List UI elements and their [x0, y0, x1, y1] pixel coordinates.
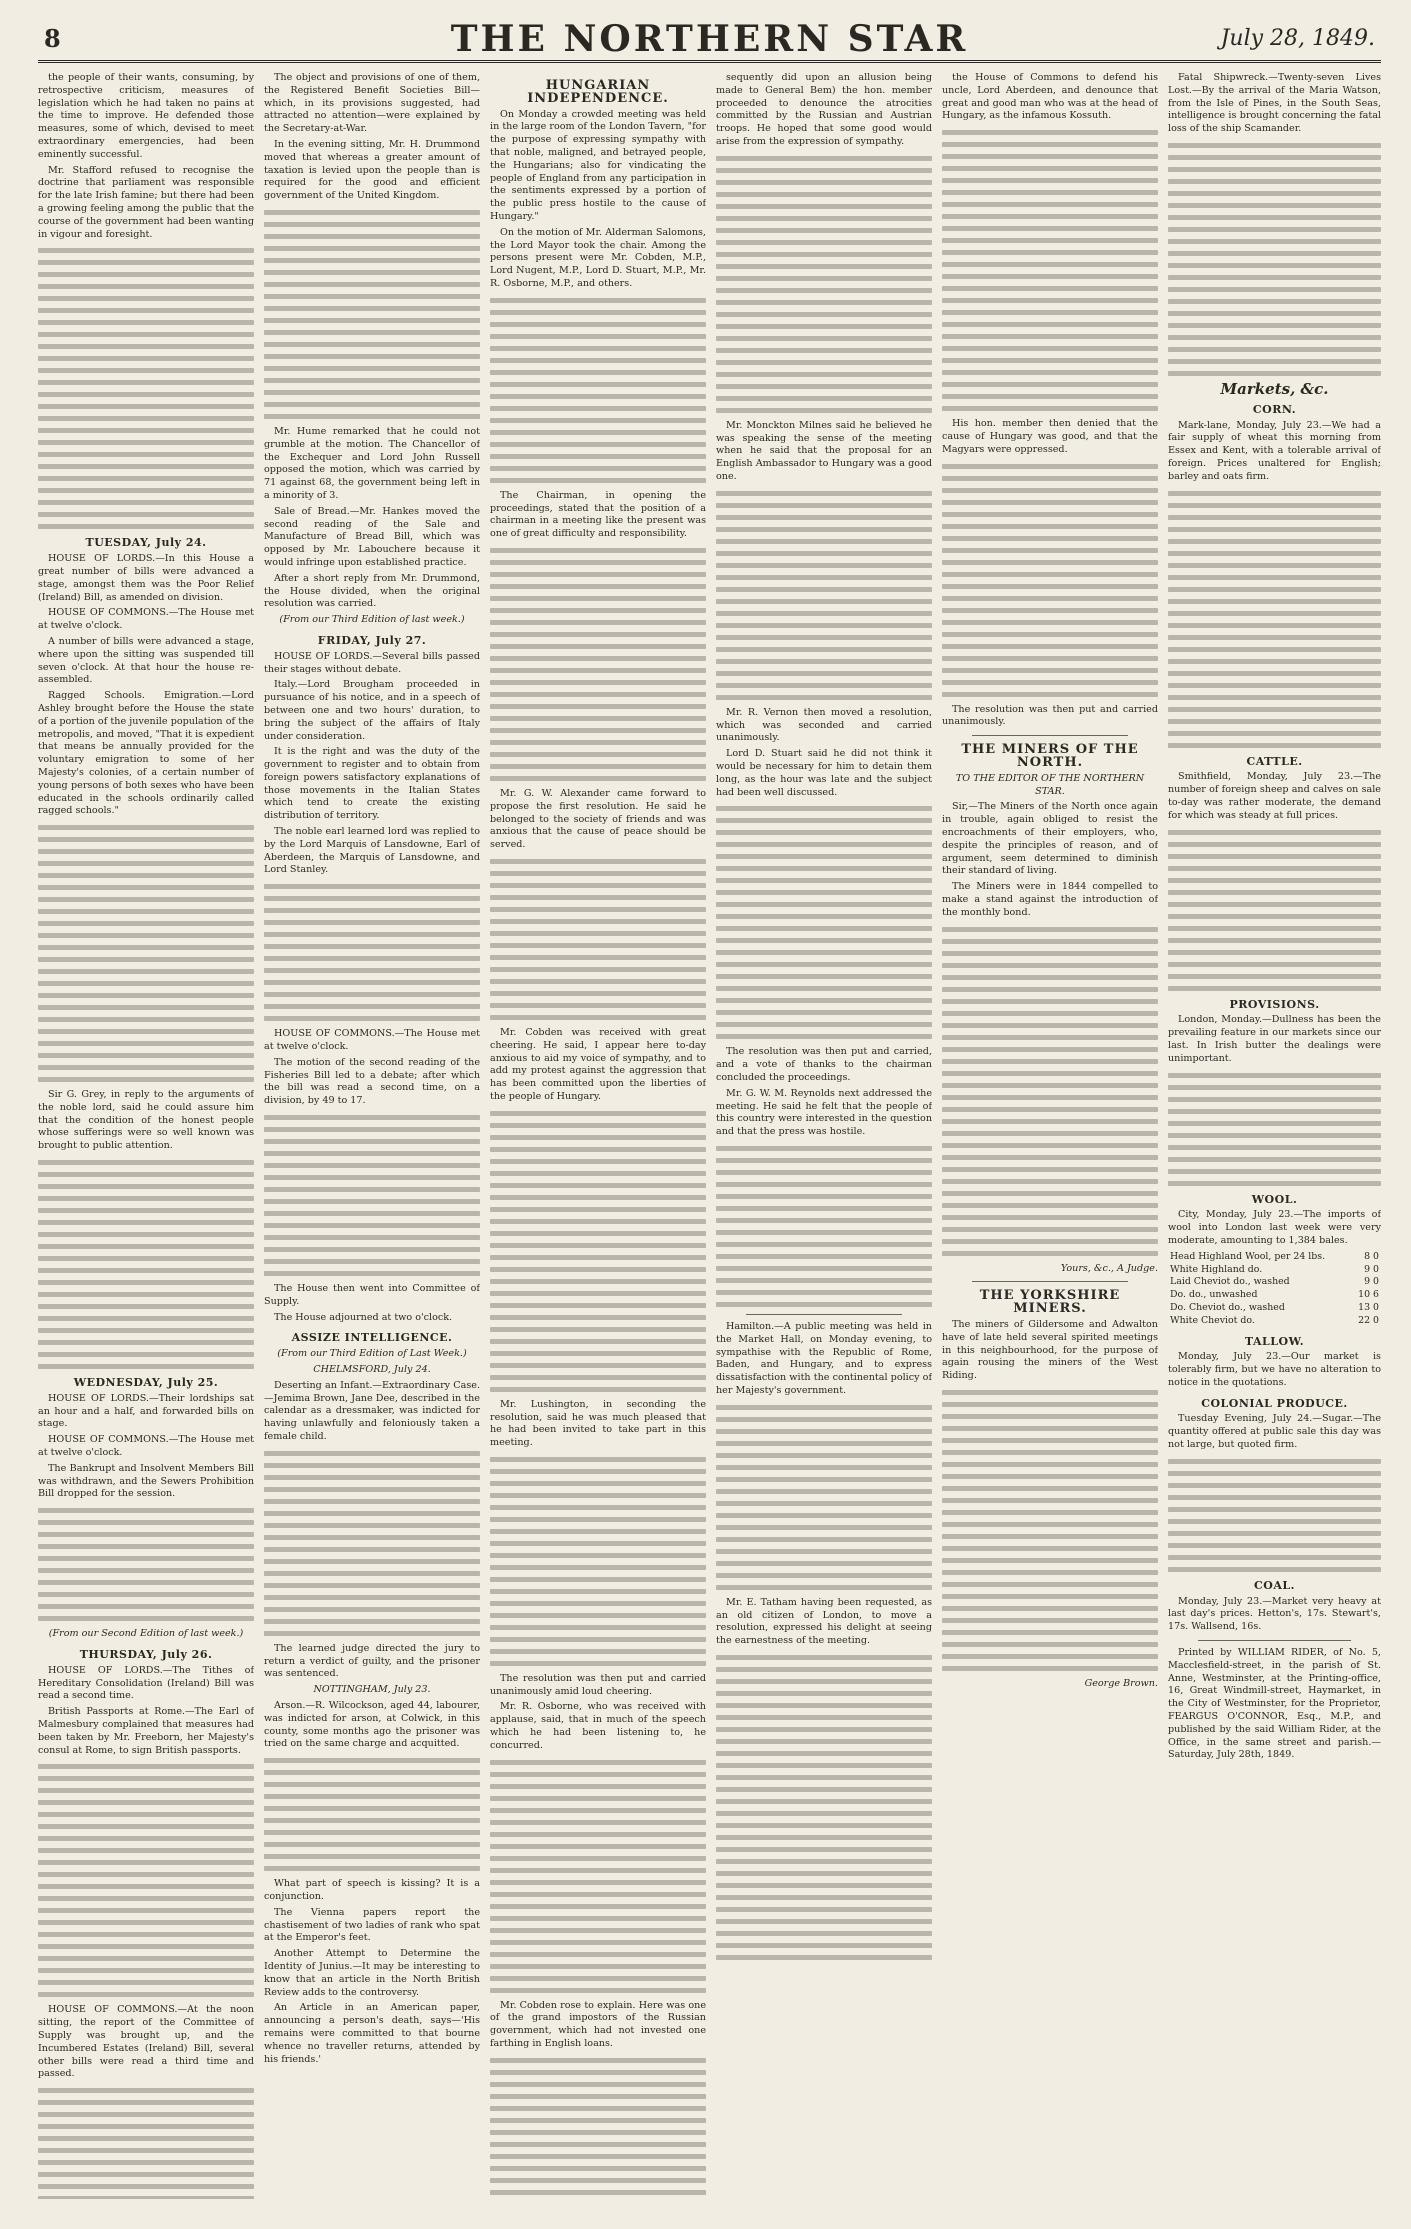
- table-cell: Head Highland Wool, per 24 lbs.: [1170, 1250, 1326, 1262]
- table-cell: 9 0: [1364, 1276, 1379, 1288]
- section-heading: ASSIZE INTELLIGENCE.: [291, 1331, 453, 1345]
- table-row: [1168, 1276, 1381, 1289]
- table-cell: White Highland do.: [1170, 1263, 1263, 1275]
- paragraph: The object and provisions of one of them, the Registered Benefit Societies Bill—which, in its provisions suggested, had attracted no attention—were explained by the Secretary-at-War.: [264, 72, 480, 135]
- table-row: [1168, 1289, 1381, 1302]
- paragraph: Mr. Monckton Milnes said he believed he was speaking the sense of the meeting when he said that the proposal for an English Ambassador to Hungary was a good one.: [716, 419, 932, 482]
- paragraph: Mr. Lushington, in seconding the resolution, said he was much pleased that he had been invited to take part in this meeting.: [490, 1398, 706, 1449]
- table-cell: Laid Cheviot do., washed: [1170, 1276, 1290, 1288]
- text-block: [942, 1390, 1158, 1671]
- column-4: [716, 72, 932, 2199]
- paragraph: Mr. E. Tatham having been requested, as an old citizen of London, to move a resolution, expressed his delight at seeing the earnestness of the meeting.: [716, 1596, 932, 1647]
- table-cell: White Cheviot do.: [1170, 1314, 1255, 1326]
- paragraph: Sale of Bread.—Mr. Hankes moved the second reading of the Sale and Manufacture of Bread Bill, which was opposed by Mr. Labouchere because it would infringe upon established practice.: [264, 505, 480, 568]
- table-cell: 22 0: [1358, 1314, 1379, 1326]
- text-block: [264, 210, 480, 419]
- section-heading: PROVISIONS.: [1229, 997, 1320, 1011]
- text-block: [264, 1451, 480, 1636]
- separator: [972, 735, 1128, 736]
- paragraph: On the motion of Mr. Alderman Salomons, the Lord Mayor took the chair. Among the persons present were Mr. Cobden, M.P., Lord Nugent, M.P., Lord D. Stuart, M.P., Mr. R. Osborne, M.P., and others.: [490, 226, 706, 289]
- table-row: [1168, 1315, 1381, 1328]
- paragraph: Monday, July 23.—Market very heavy at last day's prices. Hetton's, 17s. Stewart's, 17s. Wallsend, 16s.: [1168, 1595, 1381, 1633]
- paragraph: An Article in an American paper, announcing a person's death, says—'His remains were committed to that bourne whence no traveller returns, attended by his friends.': [264, 2002, 480, 2065]
- paragraph: City, Monday, July 23.—The imports of wool into London last week were very moderate, amounting to 1,384 bales.: [1168, 1209, 1381, 1246]
- text-block: [716, 1405, 932, 1590]
- paragraph: Lord D. Stuart said he did not think it would be necessary for him to detain them long, as the hour was late and the subject had been well discussed.: [716, 748, 932, 798]
- article-headline: HUNGARIAN INDEPENDENCE.: [527, 78, 669, 106]
- article-headline: THE MINERS OF THE NORTH.: [961, 742, 1139, 770]
- text-block: [716, 491, 932, 700]
- text-block: [1168, 491, 1381, 748]
- table-cell: Do. do., unwashed: [1170, 1289, 1258, 1301]
- paragraph: His hon. member then denied that the cause of Hungary was good, and that the Magyars were oppressed.: [942, 418, 1158, 455]
- paragraph: Mr. G. W. Alexander came forward to propose the first resolution. He said he belonged to the society of friends and was anxious that the cause of peace should be served.: [490, 787, 706, 851]
- paragraph: Mr. Cobden was received with great cheering. He said, I appear here to-day anxious to aid my voice of sympathy, and to add my protest against the aggression that has been committed upon the liberties of the people of Hungary.: [490, 1026, 706, 1102]
- paragraph: It is the right and was the duty of the government to register and to obtain from foreign powers satisfactory explanations of those movements in the Italian States which tend to create the existing distribution of territory.: [264, 746, 480, 822]
- section-heading: CATTLE.: [1246, 754, 1303, 768]
- table-row: [1168, 1251, 1381, 1264]
- text-block: [38, 2088, 254, 2199]
- separator: [972, 1281, 1128, 1282]
- column-2: [264, 72, 480, 2199]
- table-cell: 8 0: [1364, 1250, 1379, 1262]
- article-subhead: TO THE EDITOR OF THE NORTHERN STAR.: [955, 772, 1145, 797]
- paragraph: The miners of Gildersome and Adwalton have of late held several spirited meetings in this neighbourhood, for the purpose of again rousing the miners of the West Riding.: [942, 1318, 1158, 1382]
- paragraph: Tuesday Evening, July 24.—Sugar.—The quantity offered at public sale this day was not large, but quoted firm.: [1168, 1413, 1381, 1451]
- paragraph: Arson.—R. Wilcockson, aged 44, labourer, was indicted for arson, at Colwick, in this county, some months ago the prisoner was tried on the same charge and acquitted.: [264, 1700, 480, 1750]
- text-block: [1168, 1073, 1381, 1186]
- paragraph: Mr. Hume remarked that he could not grumble at the motion. The Chancellor of the Exchequer and Lord John Russell opposed the motion, which was carried by 71 against 68, the government being left in a minority of 3.: [264, 425, 480, 501]
- section-heading: COAL.: [1254, 1578, 1295, 1592]
- paragraph: The Vienna papers report the chastisement of two ladies of rank who spat at the Emperor's feet.: [264, 1906, 480, 1944]
- markets-heading: Markets, &c.: [1220, 379, 1329, 398]
- paragraph: Sir,—The Miners of the North once again in trouble, again obliged to resist the encroachments of their employers, who, despite the principles of reason, and of argument, seem determined to diminish their standard of living.: [942, 801, 1158, 877]
- text-block: [490, 548, 706, 781]
- table-row: [1168, 1264, 1381, 1277]
- paragraph: the House of Commons to defend his uncle, Lord Aberdeen, and denounce that great and good man who was at the head of Hungary, as the infamous Kossuth.: [942, 72, 1158, 122]
- text-block: [38, 1160, 254, 1369]
- signature: Yours, &c., A Judge.: [1060, 1262, 1158, 1274]
- paragraph: A number of bills were advanced a stage, where upon the sitting was suspended till seven o'clock. At that hour the house re-assembled.: [38, 635, 254, 686]
- paragraph: HOUSE OF LORDS.—In this House a great number of bills were advanced a stage, amongst them was the Poor Relief (Ireland) Bill, as amended on division.: [38, 553, 254, 603]
- edition-note: (From our Second Edition of last week.): [48, 1628, 244, 1640]
- text-block: [490, 2058, 706, 2199]
- text-block: [490, 1111, 706, 1392]
- signature: George Brown.: [1084, 1677, 1158, 1689]
- section-heading: TUESDAY, July 24.: [85, 536, 207, 550]
- text-block: [716, 156, 932, 413]
- paragraph: Fatal Shipwreck.—Twenty-seven Lives Lost.—By the arrival of the Maria Watson, from the Isle of Pines, in the South Seas, intelligence is brought concerning the fatal loss of the ship Scamander.: [1168, 72, 1381, 135]
- text-block: [490, 1760, 706, 1993]
- table-cell: Do. Cheviot do., washed: [1170, 1301, 1285, 1313]
- text-block: [942, 927, 1158, 1256]
- section-heading: WOOL.: [1251, 1192, 1298, 1206]
- edition-note: (From our Third Edition of last week.): [279, 614, 465, 626]
- paragraph: Deserting an Infant.—Extraordinary Case.—Jemima Brown, Jane Dee, described in the calendar as a dressmaker, was indicted for having unlawfully and feloniously taken a female child.: [264, 1379, 480, 1443]
- paragraph: The motion of the second reading of the Fisheries Bill led to a debate; after which the bill was read a second time, on a division, by 49 to 17.: [264, 1056, 480, 1107]
- paragraph: HOUSE OF COMMONS.—At the noon sitting, the report of the Committee of Supply was brought up, and the Incumbered Estates (Ireland) Bill, several other bills were read a third time and passed.: [38, 2004, 254, 2080]
- paragraph: Mr. R. Osborne, who was received with applause, said, that in much of the speech which he had been listening to, he concurred.: [490, 1701, 706, 1751]
- paragraph: The resolution was then put and carried, and a vote of thanks to the chairman concluded the proceedings.: [716, 1046, 932, 1083]
- paragraph: The House then went into Committee of Supply.: [264, 1283, 480, 1307]
- text-block: [490, 1457, 706, 1666]
- text-block: [1168, 1459, 1381, 1572]
- text-block: [1168, 830, 1381, 991]
- section-heading: TALLOW.: [1244, 1334, 1305, 1348]
- column-6: [1168, 72, 1381, 2199]
- paragraph: The learned judge directed the jury to return a verdict of guilty, and the prisoner was sentenced.: [264, 1642, 480, 1680]
- paragraph: Mark-lane, Monday, July 23.—We had a fair supply of wheat this morning from Essex and Kent, with a tolerable arrival of foreign. Prices unaltered for English; barley and oats firm.: [1168, 419, 1381, 482]
- paragraph: Mr. G. W. M. Reynolds next addressed the meeting. He said he felt that the people of this country were interested in the question and that the press was hostile.: [716, 1087, 932, 1138]
- paragraph: Hamilton.—A public meeting was held in the Market Hall, on Monday evening, to sympathise with the Republic of Rome, Baden, and Hungary, and to express dissatisfaction with the continental policy of her Majesty's government.: [716, 1320, 932, 1396]
- wool-price-table: [1168, 1251, 1381, 1328]
- paragraph: The resolution was then put and carried unanimously.: [942, 703, 1158, 728]
- text-block: [264, 1758, 480, 1871]
- columns: [38, 72, 1381, 2199]
- text-block: [38, 1508, 254, 1621]
- text-block: [1168, 143, 1381, 376]
- page-number: 8: [44, 24, 61, 53]
- text-block: [716, 806, 932, 1039]
- paragraph: The Bankrupt and Insolvent Members Bill was withdrawn, and the Sewers Prohibition Bill dropped for the session.: [38, 1462, 254, 1500]
- column-5: [942, 72, 1158, 2199]
- dateline: CHELMSFORD, July 24.: [313, 1364, 431, 1376]
- paragraph: British Passports at Rome.—The Earl of Malmesbury complained that measures had been taken by Mr. Freeborn, her Majesty's consul at Rome, to sign British passports.: [38, 1706, 254, 1756]
- table-row: [1168, 1302, 1381, 1315]
- paragraph: Mr. Stafford refused to recognise the doctrine that parliament was responsible for the late Irish famine; but there had been a growing feeling among the public that the course of the government had been wanting in vigour and foresight.: [38, 164, 254, 240]
- paragraph: Mr. R. Vernon then moved a resolution, which was seconded and carried unanimously.: [716, 706, 932, 744]
- text-block: [38, 825, 254, 1082]
- edition-note: (From our Third Edition of Last Week.): [277, 1348, 467, 1360]
- paragraph: The Miners were in 1844 compelled to make a stand against the introduction of the monthly bond.: [942, 881, 1158, 918]
- table-cell: 9 0: [1364, 1263, 1379, 1275]
- paragraph: the people of their wants, consuming, by retrospective criticism, measures of legislation which he had taken no pains at the time to improve. He defended those measures, some of which, devised to meet extraordinary emergencies, had been eminently successful.: [38, 72, 254, 160]
- section-heading: CORN.: [1252, 402, 1297, 416]
- separator: [746, 1314, 902, 1315]
- text-block: [716, 1655, 932, 1960]
- printer-imprint: Printed by WILLIAM RIDER, of No. 5, Macclesfield-street, in the parish of St. Anne, Westminster, at the Printing-office, 16, Great Windmill-street, Haymarket, in the City of Westminster, for the Proprietor, FEARGUS O'CONNOR, Esq., M.P., and published by the said William Rider, at the Office, in the same street and parish.—Saturday, July 28th, 1849.: [1168, 1647, 1381, 1761]
- text-block: [38, 248, 254, 529]
- section-heading: THURSDAY, July 26.: [79, 1648, 213, 1662]
- paragraph: The House adjourned at two o'clock.: [274, 1311, 453, 1323]
- paragraph: The noble earl learned lord was replied to by the Lord Marquis of Lansdowne, Earl of Aberdeen, the Marquis of Lansdowne, and Lord Stanley.: [264, 826, 480, 876]
- paragraph: HOUSE OF LORDS.—Their lordships sat an hour and a half, and forwarded bills on stage.: [38, 1392, 254, 1430]
- paragraph: Sir G. Grey, in reply to the arguments of the noble lord, said he could assure him that the condition of the honest people whose sufferings were so well known was brought to public attention.: [38, 1089, 254, 1152]
- masthead: [38, 16, 1381, 63]
- paragraph: What part of speech is kissing? It is a conjunction.: [264, 1878, 480, 1902]
- paragraph: On Monday a crowded meeting was held in the large room of the London Tavern, "for the purpose of expressing sympathy with that noble, maligned, and betrayed people, the Hungarians; also for vindicating the people of England from any participation in the sentiments expressed by a portion of the public press hostile to the cause of Hungary.": [490, 108, 706, 222]
- text-block: [264, 1115, 480, 1276]
- text-block: [264, 884, 480, 1021]
- paragraph: Monday, July 23.—Our market is tolerably firm, but we have no alteration to notice in the quotations.: [1168, 1351, 1381, 1388]
- table-cell: 13 0: [1358, 1301, 1379, 1313]
- paragraph: HOUSE OF COMMONS.—The House met at twelve o'clock.: [38, 1434, 254, 1459]
- paragraph: The Chairman, in opening the proceedings, stated that the position of a chairman in a meeting like the present was one of great difficulty and responsibility.: [490, 489, 706, 540]
- paragraph: Mr. Cobden rose to explain. Here was one of the grand impostors of the Russian government, which had not invested one farthing in English loans.: [490, 1999, 706, 2050]
- paragraph: sequently did upon an allusion being made to General Bem) the hon. member proceeded to denounce the atrocities committed by the Russian and Austrian troops. He hoped that some good would arise from the expression of sympathy.: [716, 72, 932, 147]
- paragraph: Smithfield, Monday, July 23.—The number of foreign sheep and calves on sale to-day was rather moderate, the demand for which was steady at full prices.: [1168, 771, 1381, 821]
- paragraph: After a short reply from Mr. Drummond, the House divided, when the original resolution was carried.: [264, 572, 480, 610]
- paragraph: Another Attempt to Determine the Identity of Junius.—It may be interesting to know that an article in the North British Review adds to the controversy.: [264, 1948, 480, 1998]
- paragraph: Italy.—Lord Brougham proceeded in pursuance of his notice, and in a speech of between one and two hours' duration, to bring the subject of the affairs of Italy under consideration.: [264, 679, 480, 742]
- separator: [1198, 1640, 1351, 1641]
- article-headline: THE YORKSHIRE MINERS.: [979, 1288, 1121, 1317]
- paragraph: In the evening sitting, Mr. H. Drummond moved that whereas a greater amount of taxation is levied upon the people than is required for the good and efficient government of the United Kingdom.: [264, 138, 480, 202]
- paragraph: HOUSE OF COMMONS.—The House met at twelve o'clock.: [264, 1028, 480, 1053]
- paragraph: HOUSE OF COMMONS.—The House met at twelve o'clock.: [38, 607, 254, 632]
- paragraph: HOUSE OF LORDS.—Several bills passed their stages without debate.: [264, 650, 480, 675]
- text-block: [38, 1764, 254, 1997]
- newspaper-title: THE NORTHERN STAR: [450, 18, 969, 60]
- text-block: [490, 298, 706, 483]
- dateline: NOTTINGHAM, July 23.: [313, 1684, 431, 1696]
- section-heading: FRIDAY, July 27.: [317, 633, 427, 647]
- paragraph: London, Monday.—Dullness has been the prevailing feature in our markets since our last. In Irish butter the dealings were unimportant.: [1168, 1014, 1381, 1064]
- section-heading: WEDNESDAY, July 25.: [73, 1376, 219, 1390]
- text-block: [942, 464, 1158, 697]
- issue-date: July 28, 1849.: [1220, 26, 1375, 51]
- column-3: [490, 72, 706, 2199]
- text-block: [942, 130, 1158, 411]
- paragraph: HOUSE OF LORDS.—The Tithes of Hereditary Consolidation (Ireland) Bill was read a second time.: [38, 1664, 254, 1702]
- section-heading: COLONIAL PRODUCE.: [1201, 1396, 1348, 1410]
- text-block: [490, 859, 706, 1020]
- paragraph: Ragged Schools. Emigration.—Lord Ashley brought before the House the state of a portion of the juvenile population of the metropolis, and moved, "That it is expedient that means be annually provided for the voluntary emigration to some of her Majesty's colonies, of a certain number of young persons of both sexes who have been educated in the schools ordinarily called ragged schools.": [38, 690, 254, 817]
- column-1: [38, 72, 254, 2199]
- paragraph: The resolution was then put and carried unanimously amid loud cheering.: [490, 1672, 706, 1697]
- text-block: [716, 1146, 932, 1307]
- table-cell: 10 6: [1358, 1289, 1379, 1301]
